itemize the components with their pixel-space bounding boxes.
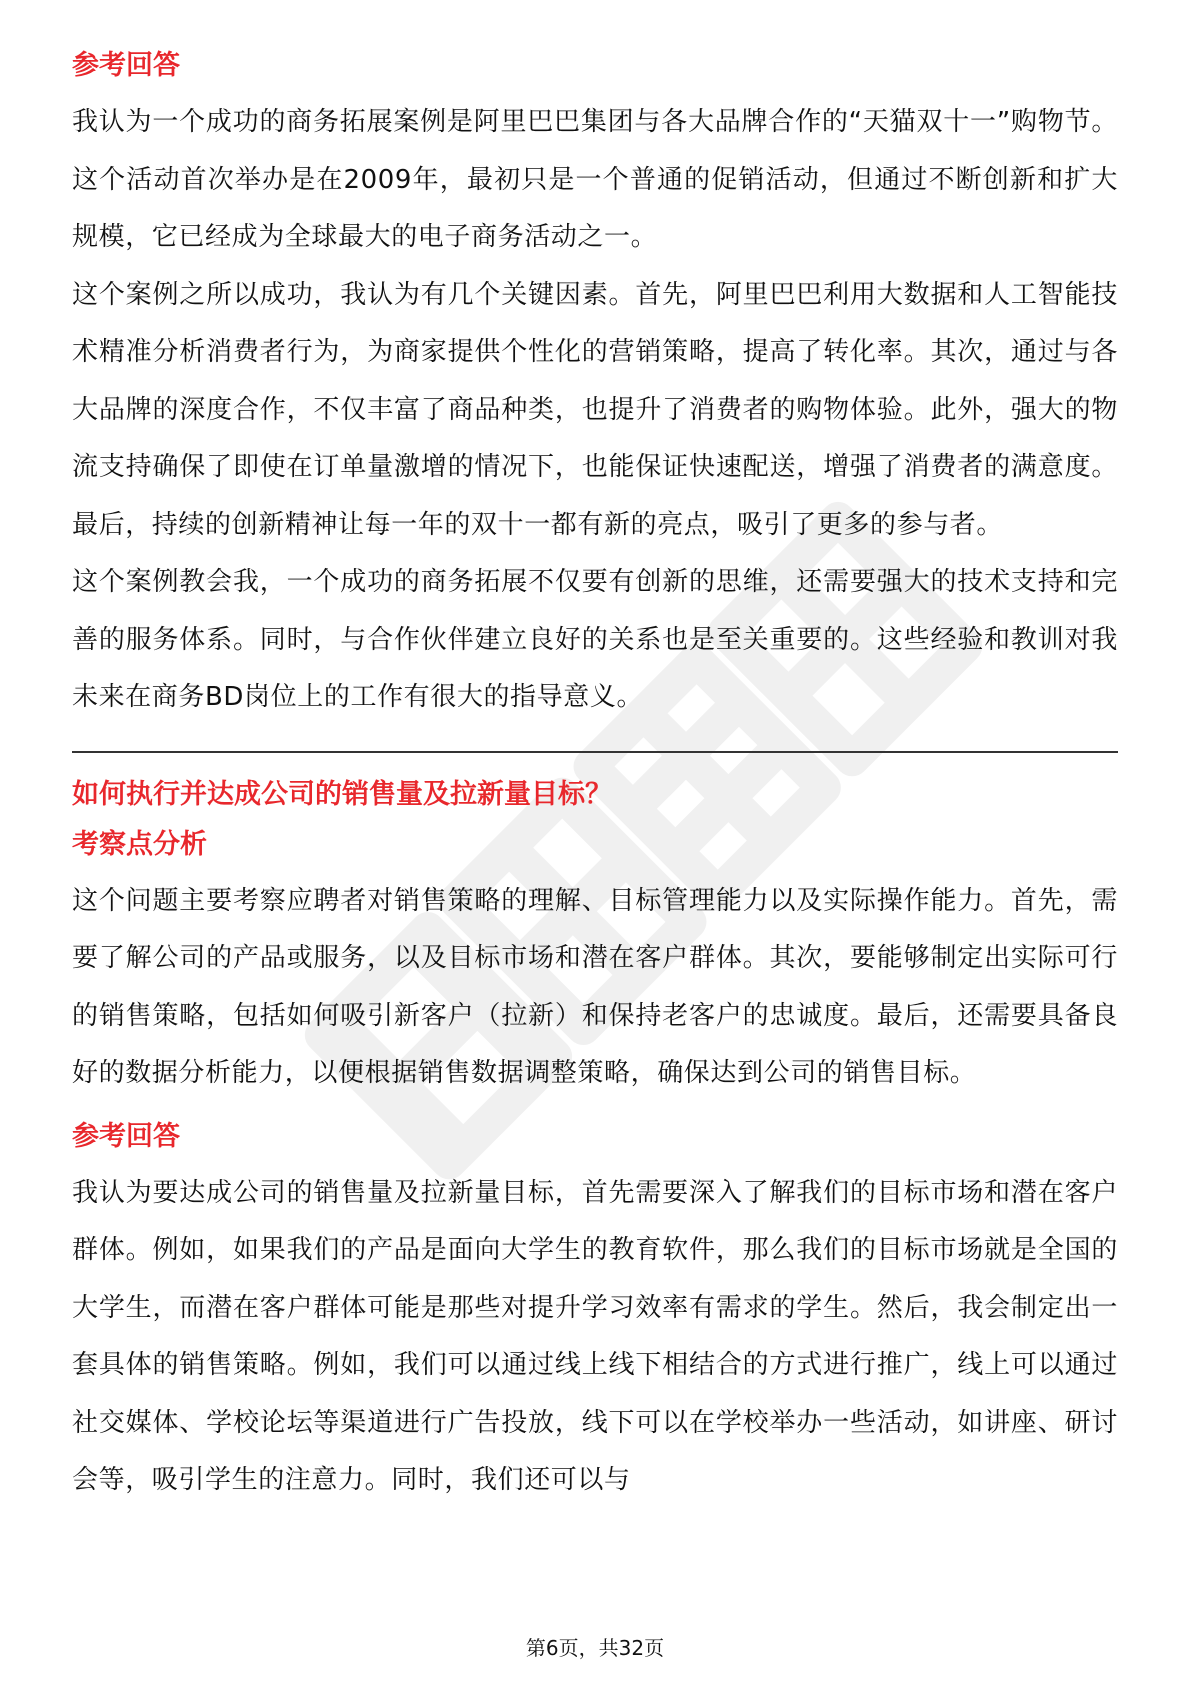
- page-number: 第6页，共32页: [525, 1636, 665, 1660]
- answer-heading: 参考回答: [72, 1120, 180, 1152]
- answer-paragraph: 这个案例之所以成功，我认为有几个关键因素。首先，阿里巴巴利用大数据和人工智能技术精准分析消费者行为，为商家提供个性化的营销策略，提高了转化率。其次，通过与各大品牌的深度合作，不仅丰富了商品种类，也提升了消费者的购物体验。此外，强大的物流支持确保了即使在订单量激增的情况下，也能保证快速配送，增强了消费者的满意度。最后，持续的创新精神让每一年的双十一都有新的亮点，吸引了更多的参与者。: [72, 279, 1118, 540]
- document-content: [72, 46, 1118, 1510]
- analysis-heading: 考察点分析: [72, 828, 207, 860]
- question-title: 如何执行并达成公司的销售量及拉新量目标？: [72, 778, 612, 810]
- answer-heading: 参考回答: [72, 50, 180, 81]
- analysis-paragraph: 这个问题主要考察应聘者对销售策略的理解、目标管理能力以及实际操作能力。首先，需要了解公司的产品或服务，以及目标市场和潜在客户群体。其次，要能够制定出实际可行的销售策略，包括如何吸引新客户（拉新）和保持老客户的忠诚度。最后，还需要具备良好的数据分析能力，以便根据销售数据调整策略，确保达到公司的销售目标。: [72, 885, 1118, 1088]
- answer-paragraph: 这个案例教会我，一个成功的商务拓展不仅要有创新的思维，还需要强大的技术支持和完善的服务体系。同时，与合作伙伴建立良好的关系也是至关重要的。这些经验和教训对我未来在商务BD岗位上的工作有很大的指导意义。: [72, 567, 1118, 712]
- section-divider: [72, 751, 1118, 753]
- answer-paragraph: 我认为要达成公司的销售量及拉新量目标，首先需要深入了解我们的目标市场和潜在客户群体。例如，如果我们的产品是面向大学生的教育软件，那么我们的目标市场就是全国的大学生，而潜在客户群体可能是那些对提升学习效率有需求的学生。然后，我会制定出一套具体的销售策略。例如，我们可以通过线上线下相结合的方式进行推广，线上可以通过社交媒体、学校论坛等渠道进行广告投放，线下可以在学校举办一些活动，如讲座、研讨会等，吸引学生的注意力。同时，我们还可以与: [72, 1177, 1118, 1495]
- answer-paragraph: 我认为一个成功的商务拓展案例是阿里巴巴集团与各大品牌合作的“天猫双十一”购物节。这个活动首次举办是在2009年，最初只是一个普通的促销活动，但通过不断创新和扩大规模，它已经成为全球最大的电子商务活动之一。: [72, 107, 1118, 252]
